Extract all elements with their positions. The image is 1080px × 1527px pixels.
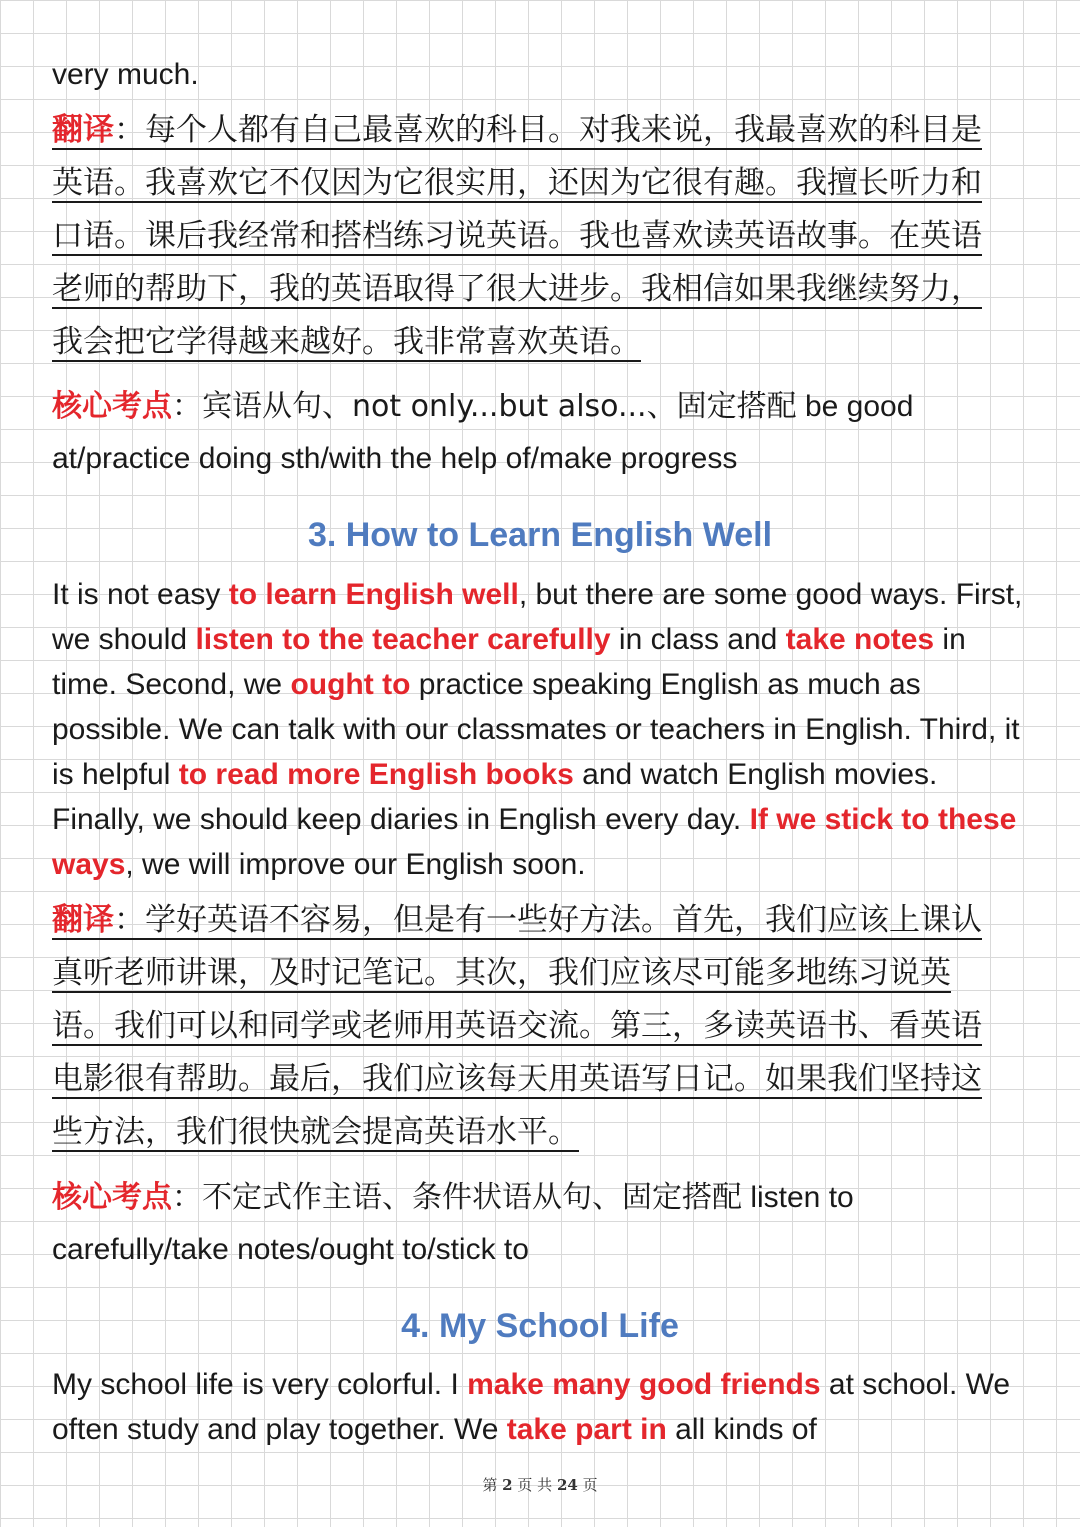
key-points-label: 核心考点 xyxy=(52,389,172,424)
section-heading-3: 3. How to Learn English Well xyxy=(307,516,773,554)
key-points-zh: 宾语从句、not only...but also...、固定搭配 xyxy=(202,389,797,424)
intro-tail: very much. xyxy=(52,58,199,91)
essay-paragraph-4: My school life is very colorful. I make many good friends at school. We often study and play together. We take part in all kinds of xyxy=(52,1368,1011,1446)
translation-label: 翻译 xyxy=(52,902,114,938)
translation-paragraph-2: 翻译：每个人都有自己最喜欢的科目。对我来说，我最喜欢的科目是英语。我喜欢它不仅因为它很实用，还因为它很有趣。我擅长听力和口语。课后我经常和搭档练习说英语。我也喜欢读英语故事。在英语老师的帮助下，我的英语取得了很大进步。我相信如果我继续努力，我会把它学得越来越好。我非常喜欢英语。 xyxy=(52,112,982,360)
key-points-label: 核心考点 xyxy=(52,1180,172,1215)
key-points-en: be good at/practice doing sth/with the help of/make progress xyxy=(52,390,914,475)
key-phrase: listen to the teacher carefully xyxy=(195,623,611,656)
key-points-2: 核心考点：宾语从句、not only...but also...、固定搭配 be good at/practice doing sth/with the help of/make progress xyxy=(52,389,914,475)
essay-paragraph-3: It is not easy to learn English well, but there are some good ways. First, we should listen to the teacher carefully in class and take notes in time. Second, we ought to practice speaking English as much as possible. We can talk with our classmates or teachers in English. Third, it is helpful to read more English books and watch English movies. Finally, we should keep diaries in English every day. If we stick to these ways, we will improve our English soon. xyxy=(52,578,1023,881)
key-phrase: to read more English books xyxy=(178,758,574,791)
page-footer: 第 2 页 共 24 页 xyxy=(482,1476,598,1494)
translation-text: 学好英语不容易，但是有一些好方法。首先，我们应该上课认真听老师讲课，及时记笔记。其次，我们应该尽可能多地练习说英语。我们可以和同学或老师用英语交流。第三，多读英语书、看英语电影很有帮助。最后，我们应该每天用英语写日记。如果我们坚持这些方法，我们很快就会提高英语水平。 xyxy=(52,902,982,1150)
key-points-3: 核心考点：不定式作主语、条件状语从句、固定搭配 listen to carefully/take notes/ought to/stick to xyxy=(52,1180,854,1266)
key-phrase: If we stick to these ways xyxy=(52,803,1017,881)
key-points-en: listen to carefully/take notes/ought to/stick to xyxy=(52,1181,854,1266)
translation-label: 翻译 xyxy=(52,112,114,148)
translation-text: 每个人都有自己最喜欢的科目。对我来说，我最喜欢的科目是英语。我喜欢它不仅因为它很实用，还因为它很有趣。我擅长听力和口语。课后我经常和搭档练习说英语。我也喜欢读英语故事。在英语老师的帮助下，我的英语取得了很大进步。我相信如果我继续努力，我会把它学得越来越好。我非常喜欢英语。 xyxy=(52,112,982,360)
page-number: 2 xyxy=(502,1476,513,1494)
key-phrase: take part in xyxy=(506,1413,667,1446)
key-phrase: to learn English well xyxy=(228,578,519,611)
translation-paragraph-3: 翻译：学好英语不容易，但是有一些好方法。首先，我们应该上课认真听老师讲课，及时记笔记。其次，我们应该尽可能多地练习说英语。我们可以和同学或老师用英语交流。第三，多读英语书、看英语电影很有帮助。最后，我们应该每天用英语写日记。如果我们坚持这些方法，我们很快就会提高英语水平。 xyxy=(52,902,982,1150)
page-total: 24 xyxy=(556,1476,578,1494)
section-heading-4: 4. My School Life xyxy=(401,1307,679,1345)
key-phrase: ought to xyxy=(290,668,411,701)
key-phrase: take notes xyxy=(785,623,935,656)
key-phrase: make many good friends xyxy=(467,1368,821,1401)
key-points-zh: 不定式作主语、条件状语从句、固定搭配 xyxy=(202,1180,742,1215)
